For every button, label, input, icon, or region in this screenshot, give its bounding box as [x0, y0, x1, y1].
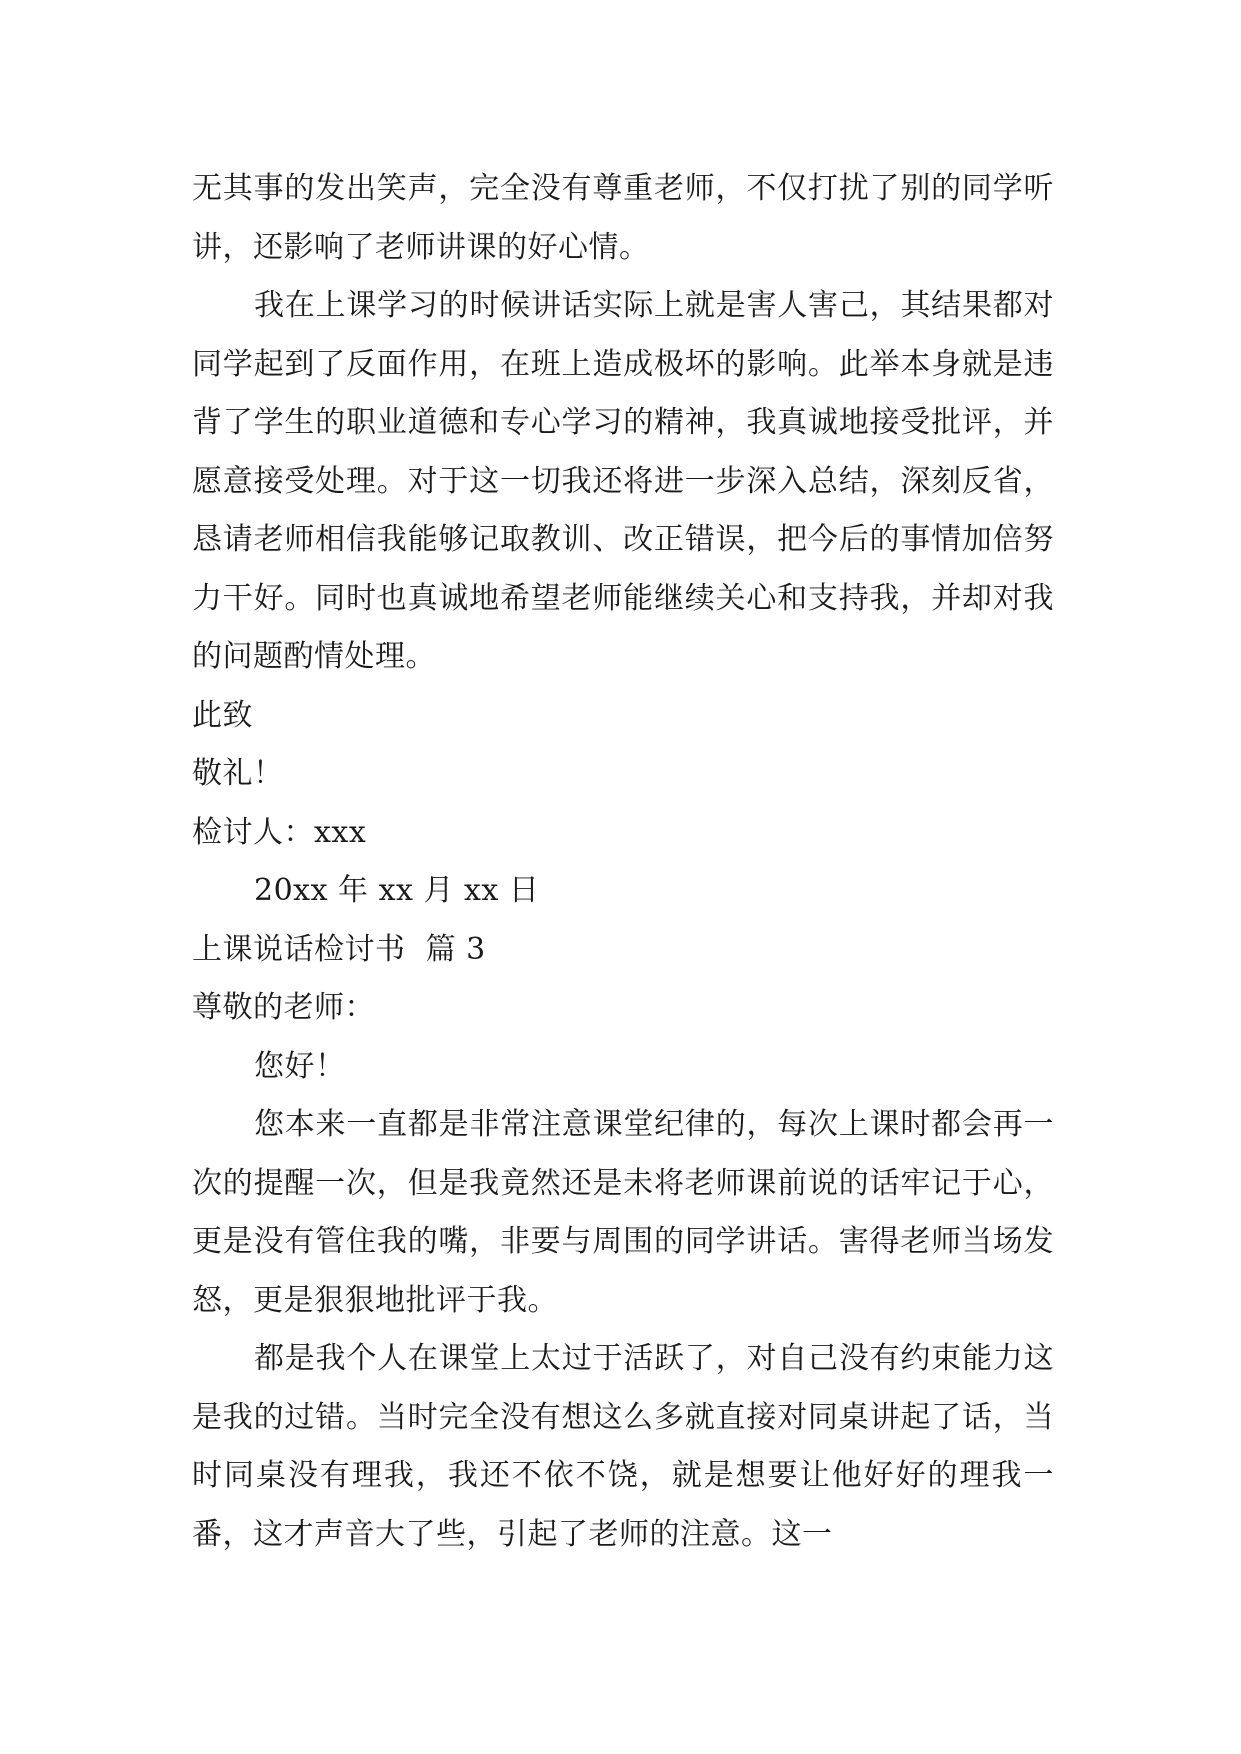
paragraph-continued: 无其事的发出笑声，完全没有尊重老师，不仅打扰了别的同学听讲，还影响了老师讲课的好心情。 [192, 171, 1054, 265]
hello-line: 您好！ [254, 1048, 346, 1084]
date-line: 20xx 年 xx 月 xx 日 [254, 873, 540, 908]
body-paragraph-2: 都是我个人在课堂上太过于活跃了，对自己没有约束能力这是我的过错。当时完全没有想这么多就直接对同桌讲起了话，当时同桌没有理我，我还不依不饶，就是想要让他好好的理我一番，这才声音大了些，引起了老师的注意。这一 [192, 1341, 1054, 1552]
paragraph-reflection: 我在上课学习的时候讲话实际上就是害人害己，其结果都对同学起到了反面作用，在班上造成极坏的影响。此举本身就是违背了学生的职业道德和专心学习的精神，我真诚地接受批评，并愿意接受处理。对于这一切我还将进一步深入总结，深刻反省，恳请老师相信我能够记取教训、改正错误，把今后的事情加倍努力干好。同时也真诚地希望老师能继续关心和支持我，并却对我的问题酌情处理。 [192, 288, 1054, 674]
signature-line: 检讨人：xxx [192, 814, 367, 850]
section-title: 上课说话检讨书 篇 3 [192, 931, 486, 967]
salute-phrase: 敬礼！ [192, 756, 284, 791]
body-paragraph-1: 您本来一直都是非常注意课堂纪律的，每次上课时都会再一次的提醒一次，但是我竟然还是未将老师课前说的话牢记于心，更是没有管住我的嘴，非要与周围的同学讲话。害得老师当场发怒，更是狠狠地批评于我。 [192, 1107, 1054, 1318]
closing-phrase: 此致 [192, 697, 253, 733]
greeting-line: 尊敬的老师： [192, 990, 375, 1025]
document-body [192, 160, 1054, 1564]
